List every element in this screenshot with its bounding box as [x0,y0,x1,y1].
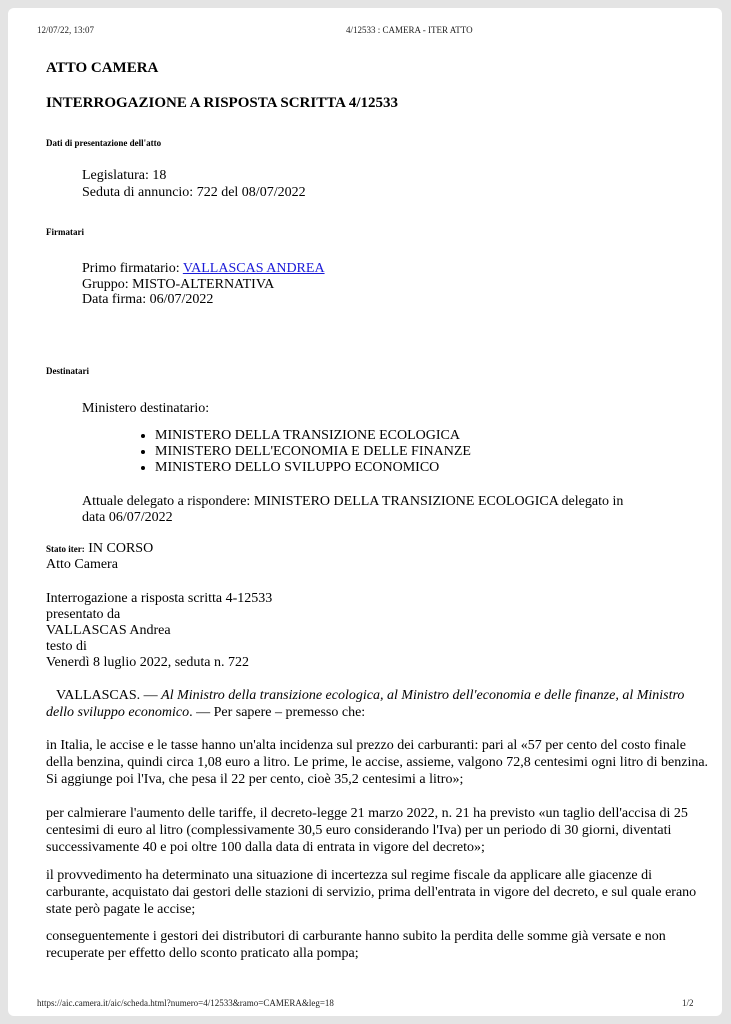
paragraph-4: conseguentemente i gestori dei distributori di carburante hanno subito la perdita delle somme già versate e non recuperate per effetto dello sconto praticato alla pompa; [46,929,666,961]
section-presentazione: Dati di presentazione dell'atto [46,138,162,148]
list-item: • MINISTERO DELLO SVILUPPO ECONOMICO [155,460,471,476]
list-item: • MINISTERO DELL'ECONOMIA E DELLE FINANZE [155,444,471,460]
stato-iter-value: IN CORSO [84,541,154,556]
list-item: • MINISTERO DELLA TRANSIZIONE ECOLOGICA [155,428,471,444]
print-datetime: 12/07/22, 13:07 [37,25,95,35]
intro-name: VALLASCAS. — [56,688,162,703]
intro-ministri: Al Ministro della transizione ecologica, al Ministro dell'economia e delle finanze, al Ministro dello sviluppo economico [46,688,685,720]
legislatura: Legislatura: 18 [82,168,167,183]
delegato-line1: Attuale delegato a rispondere: MINISTERO DELLA TRANSIZIONE ECOLOGICA delegato in [82,494,624,509]
seduta-annuncio: Seduta di annuncio: 722 del 08/07/2022 [82,185,306,200]
atto-camera-heading: ATTO CAMERA [46,60,159,76]
intro-rest: . — Per sapere – premesso che: [189,705,366,720]
footer-url: https://aic.camera.it/aic/scheda.html?numero=4/12533&ramo=CAMERA&leg=18 [37,998,334,1008]
testo-line3: VALLASCAS Andrea [46,623,171,638]
ministero-destinatario-label: Ministero destinatario: [82,401,210,416]
gruppo: Gruppo: MISTO-ALTERNATIVA [82,277,275,292]
primo-firmatario [82,261,325,277]
testo-line2: presentato da [46,607,121,622]
interrogazione-title: INTERROGAZIONE A RISPOSTA SCRITTA 4/12533 [46,95,399,111]
delegato-line2: data 06/07/2022 [82,510,173,525]
stato-iter [46,541,153,557]
primo-firmatario-label: Primo firmatario: [82,261,183,276]
atto-camera-line: Atto Camera [46,557,118,572]
firmatario-link[interactable]: VALLASCAS ANDREA [182,261,325,276]
testo-line4: testo di [46,639,87,654]
paragraph-1: in Italia, le accise e le tasse hanno un'alta incidenza sul prezzo dei carburanti: pari al «57 per cento del costo finale della benzina, quindi circa 1,08 euro a litro. Le prime, le accise, assieme, valgono 72,8 centesimi ogni litro di benzina. Si aggiunge poi l'Iva, che pesa il 22 per cento, cioè 35,2 centesimi a litro»; [46,738,709,787]
paragraph-2: per calmierare l'aumento delle tariffe, il decreto-legge 21 marzo 2022, n. 21 ha previsto «un taglio dell'accisa di 25 centesimi di euro al litro (complessivamente 30,5 euro considerando l'Iva) per un periodo di 30 giorni, diventati successivamente 40 e poi oltre 100 dalla data di entrata in vigore del decreto»; [46,806,688,855]
ministeri-list [141,428,471,476]
data-firma: Data firma: 06/07/2022 [82,292,214,307]
stato-iter-label: Stato iter: [46,544,85,554]
page-number: 1/2 [682,998,694,1008]
intro-paragraph [46,687,711,721]
testo-line1: Interrogazione a risposta scritta 4-12533 [46,591,273,606]
section-destinatari: Destinatari [46,366,89,376]
document-page [8,8,722,1016]
paragraph-3: il provvedimento ha determinato una situazione di incertezza sul regime fiscale da applicare alle giacenze di carburante, acquistato dai gestori delle stazioni di servizio, prima dell'entrata in vigore del decreto, e sul quale erano state però pagate le accise; [46,868,697,917]
testo-line5: Venerdì 8 luglio 2022, seduta n. 722 [46,655,249,670]
section-firmatari: Firmatari [46,227,84,237]
print-title: 4/12533 : CAMERA - ITER ATTO [346,25,473,35]
